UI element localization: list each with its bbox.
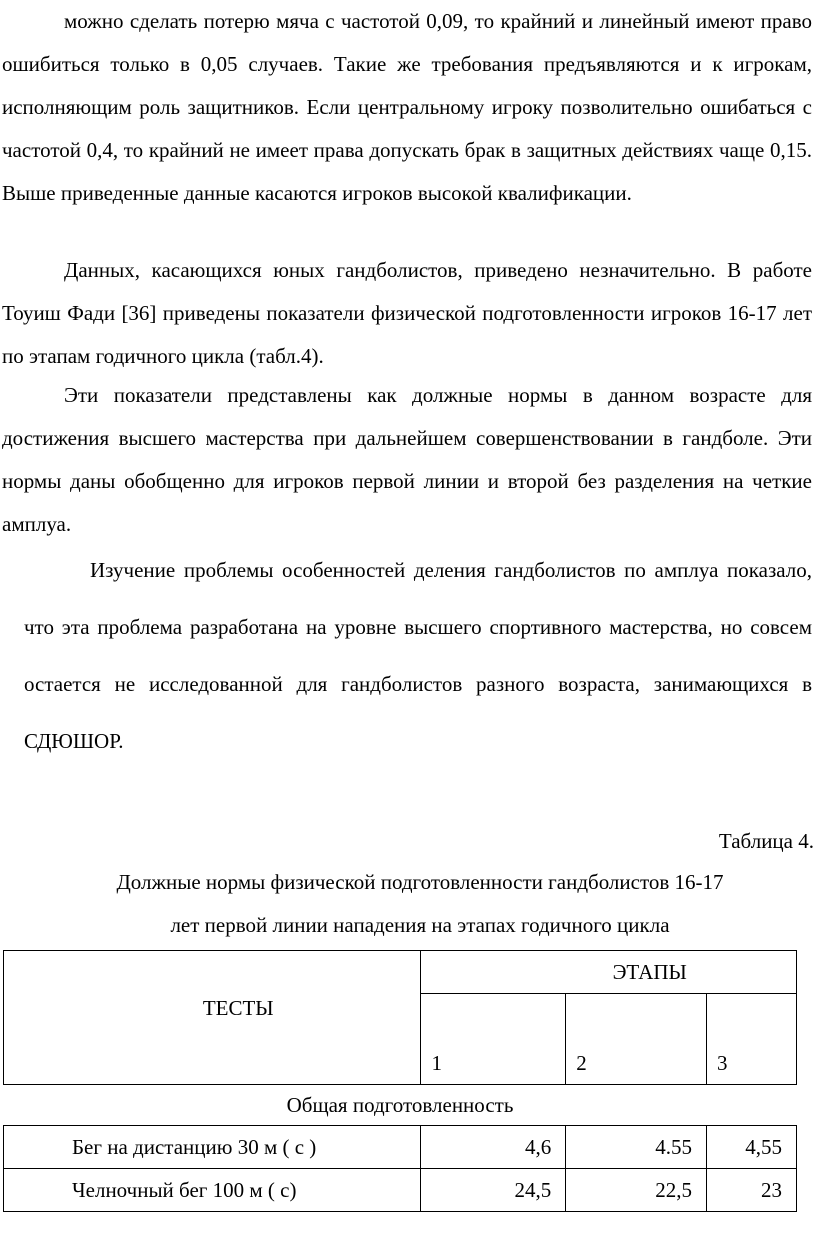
paragraph-4: Изучение проблемы особенностей деления гандболистов по амплуа показало, что эта проблема разработана на уровне высшего спортивного мастерства, но совсем остается не исследованной для гандболистов разного возраста, занимающихся в СДЮШОР. [24, 558, 812, 753]
paragraph-2: Данных, касающихся юных гандболистов, приведено незначительно. В работе Тоуиш Фади [36] приведены показатели физической подготовленности игроков 16-17 лет по этапам годичного цикла (табл.4). [2, 258, 812, 368]
table-row [4, 1126, 797, 1169]
test-name: Челночный бег 100 м ( с) [4, 1169, 421, 1212]
table-title-line-2: лет первой линии нападения на этапах годичного цикла [170, 913, 670, 937]
stage-1-value: 24,5 [421, 1169, 566, 1212]
section-general-fitness: Общая подготовленность [286, 1092, 514, 1117]
table-header-row [4, 951, 797, 994]
table-section-row [4, 1085, 797, 1126]
paragraph-3: Эти показатели представлены как должные нормы в данном возрасте для достижения высшего мастерства при дальнейшем совершенствовании в гандболе. Эти нормы даны обобщенно для игроков первой линии и второй без разделения на четкие амплуа. [2, 383, 812, 536]
table-title-line-1: Должные нормы физической подготовленности гандболистов 16-17 [116, 870, 724, 894]
paragraph-1: можно сделать потерю мяча с частотой 0,09, то крайний и линейный имеют право ошибиться только в 0,05 случаев. Такие же требования предъявляются и к игрокам, исполняющим роль защитников. Если центральному игроку позволительно ошибаться с частотой 0,4, то крайний не имеет права допускать брак в защитных действиях чаще 0,15. Выше приведенные данные касаются игроков высокой квалификации. [2, 9, 812, 205]
norms-table [3, 950, 797, 1212]
stage-number-1: 1 [421, 994, 566, 1085]
stage-2-value: 4.55 [566, 1126, 707, 1169]
header-stages: ЭТАПЫ [421, 951, 797, 994]
test-name: Бег на дистанцию 30 м ( с ) [4, 1126, 421, 1169]
stage-3-value: 23 [707, 1169, 797, 1212]
stage-2-value: 22,5 [566, 1169, 707, 1212]
table-caption: Таблица 4. [718, 829, 814, 853]
stage-number-2: 2 [566, 994, 707, 1085]
stage-number-3: 3 [707, 994, 797, 1085]
header-tests: ТЕСТЫ [4, 951, 421, 1085]
table-title [40, 861, 800, 947]
stage-3-value: 4,55 [707, 1126, 797, 1169]
stage-1-value: 4,6 [421, 1126, 566, 1169]
table-row [4, 1169, 797, 1212]
